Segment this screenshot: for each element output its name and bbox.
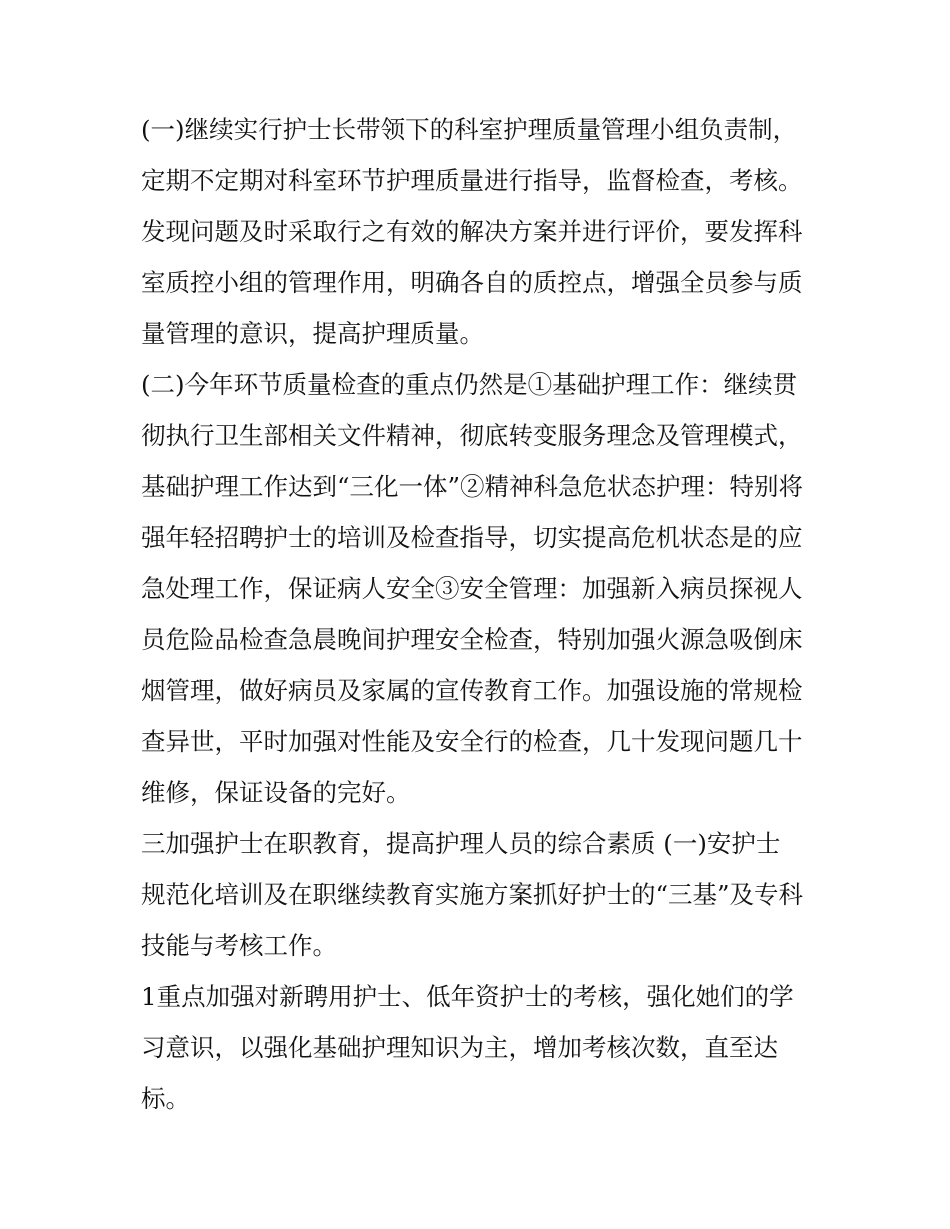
document-body <box>141 104 821 1124</box>
paragraph-inspection-focus <box>141 359 821 818</box>
text-line: 三加强护士在职教育，提高护理人员的综合素质 (一)安护士 <box>141 829 781 858</box>
text-line: 发现问题及时采取行之有效的解决方案并进行评价，要发挥科 <box>141 217 803 246</box>
text-line: 习意识，以强化基础护理知识为主，增加考核次数，直至达 <box>141 1033 778 1062</box>
text-line: 强年轻招聘护士的培训及检查指导，切实提高危机状态是的应 <box>141 523 803 552</box>
text-line: (一)继续实行护士长带领下的科室护理质量管理小组负责制， <box>141 115 798 144</box>
text-line: 定期不定期对科室环节护理质量进行指导，监督检查，考核。 <box>141 166 803 195</box>
text-line: 1重点加强对新聘用护士、低年资护士的考核，强化她们的学 <box>141 982 794 1011</box>
text-line: 规范化培训及在职继续教育实施方案抓好护士的“三基”及专科 <box>141 880 804 909</box>
text-line: (二)今年环节质量检查的重点仍然是①基础护理工作：继续贯 <box>141 370 798 399</box>
text-line: 员危险品检查急晨晚间护理安全检查，特别加强火源急吸倒床 <box>141 625 803 654</box>
text-line: 烟管理，做好病员及家属的宣传教育工作。加强设施的常规检 <box>141 676 803 705</box>
paragraph-in-service-education <box>141 818 821 971</box>
text-line: 急处理工作，保证病人安全③安全管理：加强新入病员探视人 <box>141 574 803 603</box>
paragraph-new-nurse-assessment <box>141 971 821 1124</box>
text-line: 查异世，平时加强对性能及安全行的检查，几十发现问题几十 <box>141 727 803 756</box>
text-line: 基础护理工作达到“三化一体”②精神科急危状态护理：特别将 <box>141 472 804 501</box>
text-line: 彻执行卫生部相关文件精神，彻底转变服务理念及管理模式， <box>141 421 803 450</box>
text-line: 标。 <box>141 1084 190 1113</box>
text-line: 技能与考核工作。 <box>141 931 337 960</box>
text-line: 量管理的意识，提高护理质量。 <box>141 319 484 348</box>
paragraph-quality-control-group <box>141 104 821 359</box>
text-line: 室质控小组的管理作用，明确各自的质控点，增强全员参与质 <box>141 268 803 297</box>
text-line: 维修，保证设备的完好。 <box>141 778 411 807</box>
